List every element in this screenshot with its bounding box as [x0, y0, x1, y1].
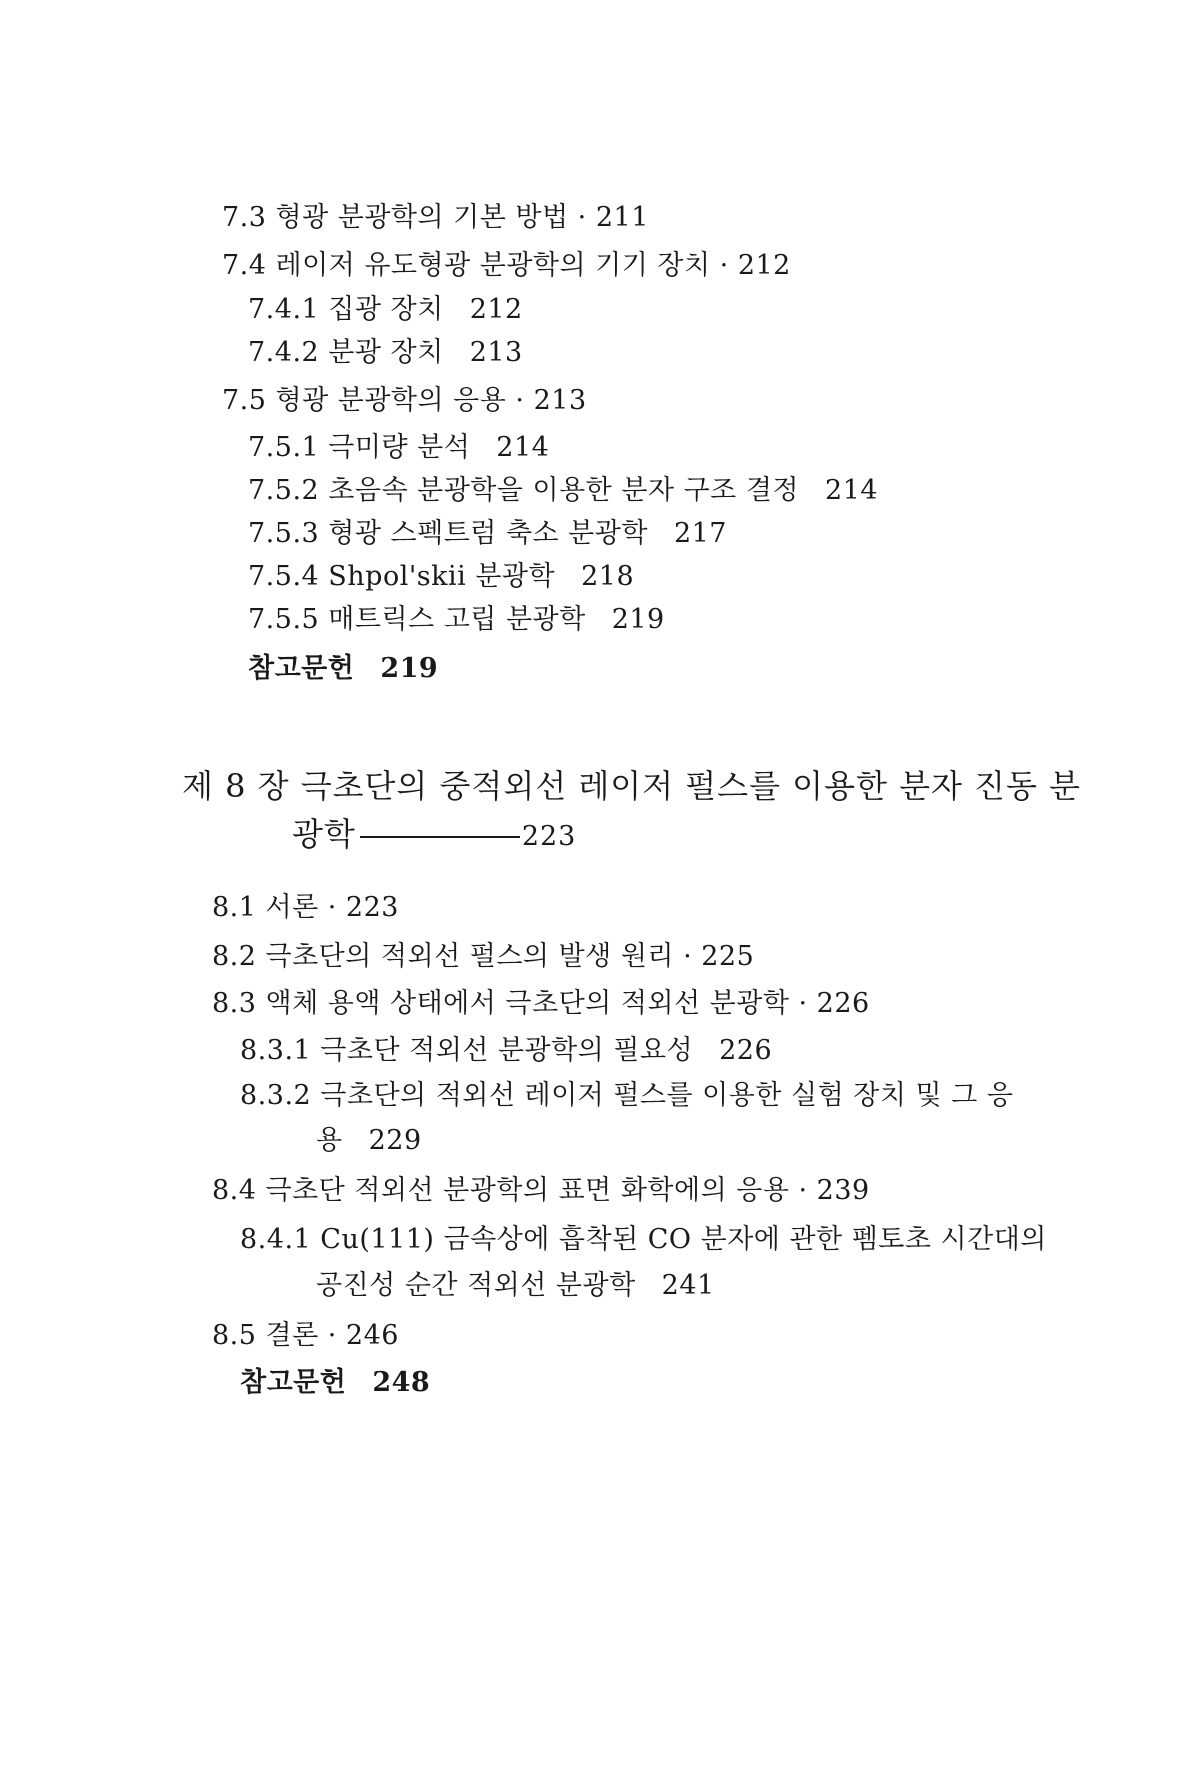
toc-entry-8-3-1: 8.3.1 극초단 적외선 분광학의 필요성 226: [240, 1035, 773, 1066]
chapter-8-title-continued: 광학 223: [292, 815, 577, 853]
toc-entry-8-3-2-continued: 용 229: [316, 1125, 422, 1156]
toc-entry-8-3-2: 8.3.2 극초단의 적외선 레이저 펄스를 이용한 실험 장치 및 그 응: [240, 1080, 1014, 1111]
toc-entry-7-5-2: 7.5.2 초음속 분광학을 이용한 분자 구조 결정 214: [248, 475, 879, 506]
toc-entry-8-3: 8.3 액체 용액 상태에서 극초단의 적외선 분광학 · 226: [212, 988, 870, 1019]
toc-entry-8-5: 8.5 결론 · 246: [212, 1320, 399, 1351]
toc-entry-8-4: 8.4 극초단 적외선 분광학의 표면 화학에의 응용 · 239: [212, 1175, 870, 1206]
toc-entry-7-4: 7.4 레이저 유도형광 분광학의 기기 장치 · 212: [222, 250, 791, 281]
toc-entry-7-5-3: 7.5.3 형광 스펙트럼 축소 분광학 217: [248, 518, 727, 549]
toc-entry-7-5-5: 7.5.5 매트릭스 고립 분광학 219: [248, 604, 665, 635]
leader-dash: [360, 836, 520, 838]
toc-entry-references-7: 참고문헌 219: [248, 653, 439, 684]
chapter-8-title: 제 8 장 극초단의 중적외선 레이저 펄스를 이용한 분자 진동 분: [182, 767, 1081, 805]
toc-entry-7-4-1: 7.4.1 집광 장치 212: [248, 294, 523, 325]
toc-entry-8-4-1: 8.4.1 Cu(111) 금속상에 흡착된 CO 분자에 관한 펨토초 시간대의: [240, 1224, 1047, 1255]
toc-entry-7-5-1: 7.5.1 극미량 분석 214: [248, 432, 550, 463]
toc-entry-7-5: 7.5 형광 분광학의 응용 · 213: [222, 385, 587, 416]
toc-entry-8-1: 8.1 서론 · 223: [212, 892, 399, 923]
toc-entry-8-4-1-continued: 공진성 순간 적외선 분광학 241: [316, 1270, 715, 1301]
toc-entry-7-4-2: 7.4.2 분광 장치 213: [248, 337, 523, 368]
toc-entry-7-5-4: 7.5.4 Shpol'skii 분광학 218: [248, 561, 635, 592]
toc-entry-references-8: 참고문헌 248: [240, 1367, 431, 1398]
toc-entry-8-2: 8.2 극초단의 적외선 펄스의 발생 원리 · 225: [212, 941, 755, 972]
toc-entry-7-3: 7.3 형광 분광학의 기본 방법 · 211: [222, 202, 649, 233]
